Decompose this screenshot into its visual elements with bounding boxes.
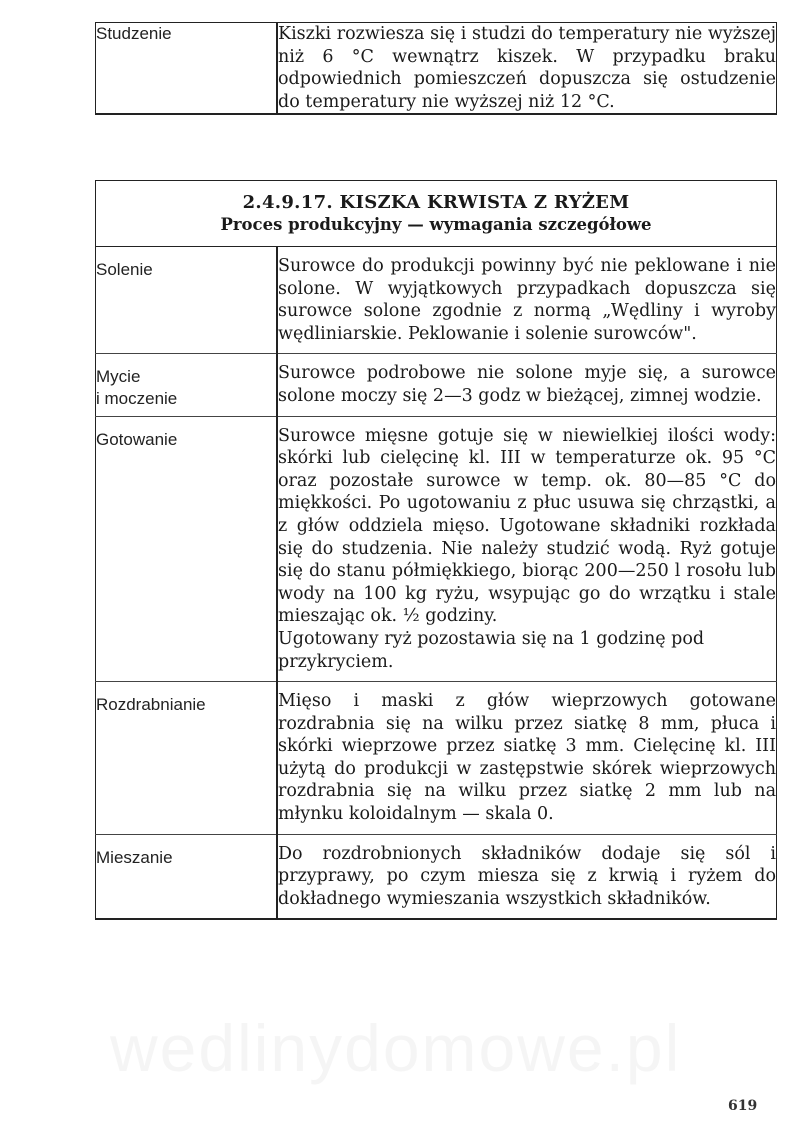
row-label: Gotowanie [96, 416, 278, 682]
table-row [96, 416, 777, 682]
table-row [96, 247, 777, 354]
row-description: Surowce do produkcji powinny być nie peklowane i nie solone. W wyjątkowych przypadkach dopuszcza się surowce solone zgodnie z normą „Wędliny i wyroby wędliniarskie. Peklowanie i solenie surowców". [277, 247, 777, 354]
row-description: Kiszki rozwiesza się i studzi do temperatury nie wyższej niż 6 °C wewnątrz kiszek. W przypadku braku odpowiednich pomieszczeń dopuszcza się ostudzenie do temperatury nie wyższej niż 12 °C. [278, 24, 776, 112]
row-label: Mycie i moczenie [96, 354, 278, 416]
table-row [96, 23, 777, 115]
table-row [96, 682, 777, 835]
watermark: wedlinydomowe.pl [110, 1011, 682, 1085]
row-description: Surowce mięsne gotuje się w niewielkiej ilości wody: skórki lub cielęcinę kl. III w temperaturze ok. 95 °C oraz pozostałe surowce w temp. ok. 80—85 °C do miękkości. Po ugotowaniu z płuc usuwa się chrząstki, a z głów oddziela mięso. Ugotowane składniki rozkłada się do studzenia. Nie należy studzić wodą. Ryż gotuje się do stanu półmiękkiego, biorąc 200—250 l rosołu lub wody na 100 kg ryżu, wsypując go do wrzątku i stale mieszając ok. ½ godziny. Ugotowany ryż pozostawia się na 1 godzinę pod przykryciem. [277, 416, 777, 682]
page-number: 619 [728, 1098, 758, 1114]
top-table [95, 22, 777, 115]
row-label: Solenie [96, 247, 278, 354]
row-description: Surowce podrobowe nie solone myje się, a surowce solone moczy się 2—3 godz w bieżącej, zimnej wodzie. [277, 354, 777, 416]
row-label: Mieszanie [96, 834, 278, 919]
table-row [96, 354, 777, 416]
section-header [96, 181, 777, 247]
section-title: 2.4.9.17. KISZKA KRWISTA Z RYŻEM [242, 192, 630, 213]
row-description: Mięso i maski z głów wieprzowych gotowane rozdrabnia się na wilku przez siatkę 8 mm, płuca i skórki wieprzowe przez siatkę 3 mm. Cielęcinę kl. III użytą do produkcji w zastępstwie skórek wieprzowych rozdrabnia się na wilku przez siatkę 2 mm lub na młynku koloidalnym — skala 0. [277, 682, 777, 835]
table-row [96, 834, 777, 919]
section-subtitle: Proces produkcyjny — wymagania szczegółowe [220, 215, 652, 234]
main-table [95, 180, 777, 920]
row-label: Studzenie [96, 23, 278, 115]
row-label: Rozdrabnianie [96, 682, 278, 835]
row-description: Do rozdrobnionych składników dodaje się sól i przyprawy, po czym miesza się z krwią i ryżem do dokładnego wymieszania wszystkich składników. [277, 834, 777, 919]
